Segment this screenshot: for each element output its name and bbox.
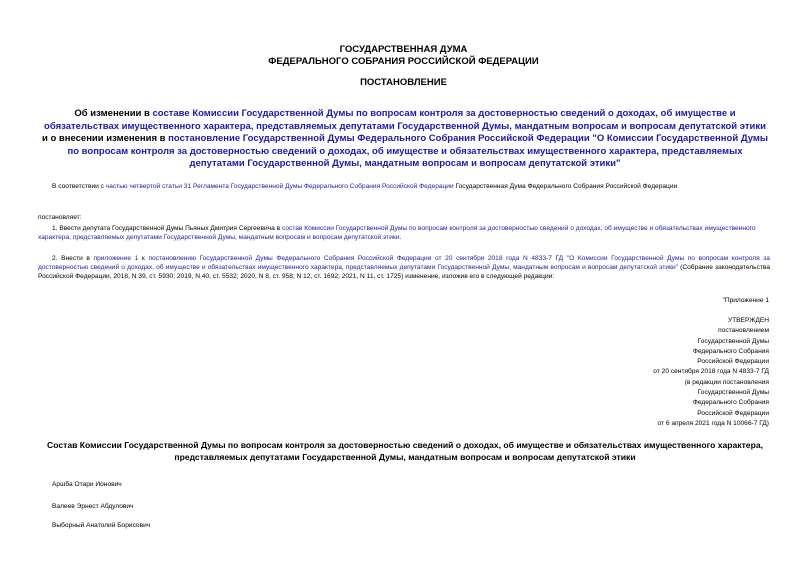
preamble-link-regulation[interactable]: частью четвертой статьи 31 Регламента Государственной Думы Федерального Собрания Российской Федерации	[105, 183, 454, 190]
approval-line: УТВЕРЖДЕН	[727, 317, 769, 324]
approval-line: от 20 сентября 2018 года N 4833-7 ГД	[653, 368, 769, 376]
org-name-line2: ФЕДЕРАЛЬНОГО СОБРАНИЯ РОССИЙСКОЙ ФЕДЕРАЦИИ	[268, 56, 539, 67]
preamble-prefix: В соответствии с	[52, 183, 106, 190]
item-1	[38, 224, 770, 242]
member-item: Валеев Эрнест Абдулович	[52, 503, 134, 510]
approval-line: Российской Федерации	[697, 409, 769, 417]
resolves-word: постановляет:	[38, 214, 82, 221]
item-2	[38, 254, 770, 281]
title-middle: и о внесении изменения в	[41, 133, 169, 144]
title-link-resolution[interactable]: постановление Государственной Думы Федерального Собрания Российской Федерации "О Комиссии Государственной Думы по вопросам контроля за достоверностью сведений о доходах, об имуществе и обязательствах имущественного характера, представляемых депутатами Государственной Думы, мандатным вопросам и вопросам депутатской этики"	[67, 133, 769, 169]
approval-line: (в редакции постановления	[684, 378, 769, 386]
title-link-commission-composition[interactable]: составе Комиссии Государственной Думы по вопросам контроля за достоверностью сведений о доходах, об имуществе и обязательствах имущественного характера, представляемых депутатами Государственной Думы, мандатным вопросам и вопросам депутатской этики	[44, 108, 766, 132]
item-1-link-commission[interactable]: состав Комиссии Государственной Думы по вопросам контроля за достоверностью сведений о доходах, об имуществе и обязательствах имущественного характера, представляемых депутатами Государственной Думы, мандатным вопросам и вопросам депутатской этики	[38, 225, 756, 241]
approval-line: постановлением	[718, 327, 769, 335]
approval-line: Государственной Думы	[697, 337, 769, 345]
approval-block	[629, 316, 769, 429]
approval-line: Государственной Думы	[697, 389, 769, 397]
member-item: Выборный Анатолий Борисович	[52, 522, 151, 529]
org-name-line1: ГОСУДАРСТВЕННАЯ ДУМА	[339, 44, 468, 55]
approval-line: от 6 апреля 2021 года N 10066-7 ГД)	[657, 419, 769, 427]
document-type: ПОСТАНОВЛЕНИЕ	[360, 77, 447, 88]
item-2-prefix: 2. Внести в	[52, 255, 94, 262]
composition-title: Состав Комиссии Государственной Думы по вопросам контроля за достоверностью сведений о доходах, об имуществе и обязательствах имущественного характера, представляемых депутатами Государственной Думы, мандатным вопросам и вопросам депутатской этики	[46, 440, 764, 462]
item-2-mid: к	[138, 255, 149, 262]
item-2-link-resolution[interactable]: постановлению Государственной Думы Федерального Собрания Российской Федерации от 20 сентября 2018 года N 4833-7 ГД "О Комиссии Государственной Думы по вопросам контроля за достоверностью сведений о доходах, об имуществе и обязательствах имущественного характера, представляемых депутатами Государственной Думы, мандатным вопросам и вопросам депутатской этики"	[38, 255, 770, 271]
title-prefix: Об изменении в	[74, 108, 153, 119]
approval-line: Федерального Собрания	[692, 399, 769, 407]
preamble-suffix: Государственная Дума Федерального Собрания Российской Федерации	[453, 183, 678, 190]
approval-line: Федерального Собрания	[692, 347, 769, 355]
item-1-suffix: .	[399, 234, 402, 241]
preamble	[52, 182, 772, 191]
document-title	[40, 108, 770, 171]
item-1-prefix: 1. Ввести депутата Государственной Думы Пьяных Дмитрия Сергеевича в	[52, 225, 282, 232]
appendix-label: "Приложение 1	[722, 297, 769, 304]
member-item: Аршба Отари Ионович	[52, 481, 122, 488]
item-2-suffix: (Собрание законодательства Российской Федерации, 2018, N 39, ст. 5930; 2019, N 40, ст. 5532; 2020, N 8, ст. 958; N 12, ст. 1692; 2021, N 11, ст. 1725) изменение, изложив его в следующей редакции:	[38, 264, 770, 280]
approval-line: Российской Федерации	[697, 358, 769, 366]
item-2-link-appendix[interactable]: приложение 1	[93, 255, 139, 262]
